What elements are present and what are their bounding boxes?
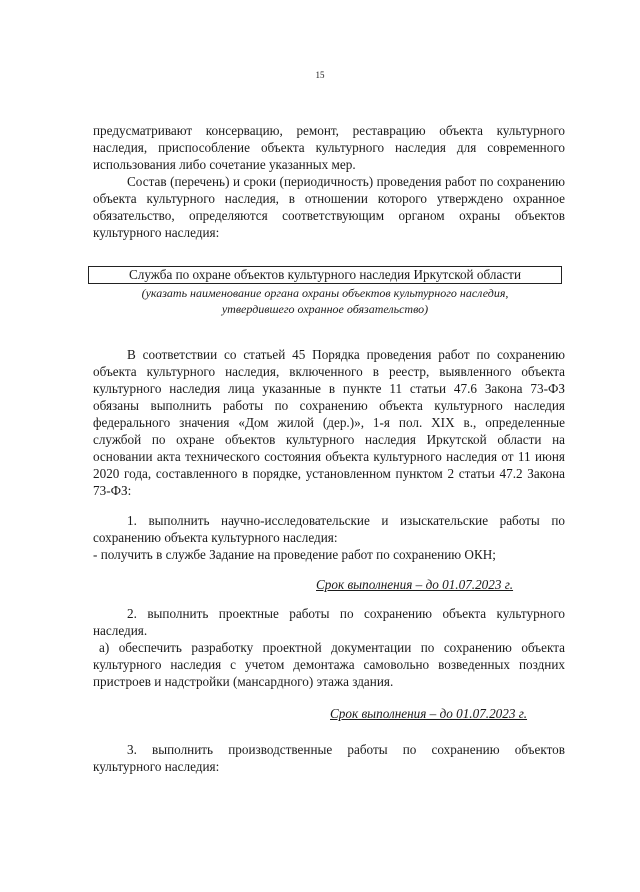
composition-paragraph: Состав (перечень) и сроки (периодичность) проведения работ по сохранению объекта культурного наследия, в отношении которого утверждено охранное обязательство, определяются соответствующим органом охраны объектов культурного наследия: [93,174,565,240]
item-1-text: 1. выполнить научно-исследовательские и изыскательские работы по сохранению объекта культурного наследия: [93,513,565,545]
item-2-sub: а) обеспечить разработку проектной документации по сохранению объекта культурного наследия с учетом демонтажа самовольно возведенных поздних пристроев и надстройки (мансардного) этажа здания. [93,640,565,689]
main-paragraph: В соответствии со статьей 45 Порядка проведения работ по сохранению объекта культурного наследия, включенного в реестр, выявленного объекта культурного наследия лица указанные в пункте 11 статьи 47.6 Закона 73-ФЗ обязаны выполнить работы по сохранению объекта культурного наследия федерального значения «Дом жилой (дер.)», 1-я пол. XIX в., определенные службой по охране объектов культурного наследия Иркутской области на основании акта технического состояния объекта культурного наследия от 11 июня 2020 года, составленного в порядке, установленном пунктом 2 статьи 47.2 Закона 73-ФЗ: [93,347,565,498]
item-2-block [93,605,565,690]
authority-note-line2: утвердившего охранное обязательство) [221,301,429,316]
main-paragraph-block [93,346,565,499]
item-3-text: 3. выполнить производственные работы по сохранению объектов культурного наследия: [93,742,565,774]
authority-note [90,286,560,317]
intro-paragraph-block [93,122,565,173]
composition-paragraph-block [93,173,565,241]
item-1-sub: - получить в службе Задание на проведение работ по сохранению ОКН; [93,547,496,562]
page-number: 15 [315,70,325,80]
authority-name-box [88,266,562,284]
item-2-text: 2. выполнить проектные работы по сохранению объекта культурного наследия. [93,606,565,638]
intro-paragraph: предусматривают консервацию, ремонт, реставрацию объекта культурного наследия, приспособление объекта культурного наследия для современного использования либо сочетание указанных мер. [93,123,565,172]
authority-name: Служба по охране объектов культурного наследия Иркутской области [129,267,521,282]
item-3-block [93,741,565,775]
item-1-block [93,512,565,563]
authority-note-line1: (указать наименование органа охраны объектов культурного наследия, [141,286,509,300]
item-1-deadline: Срок выполнения – до 01.07.2023 г. [316,577,514,592]
item-2-deadline: Срок выполнения – до 01.07.2023 г. [330,706,528,721]
